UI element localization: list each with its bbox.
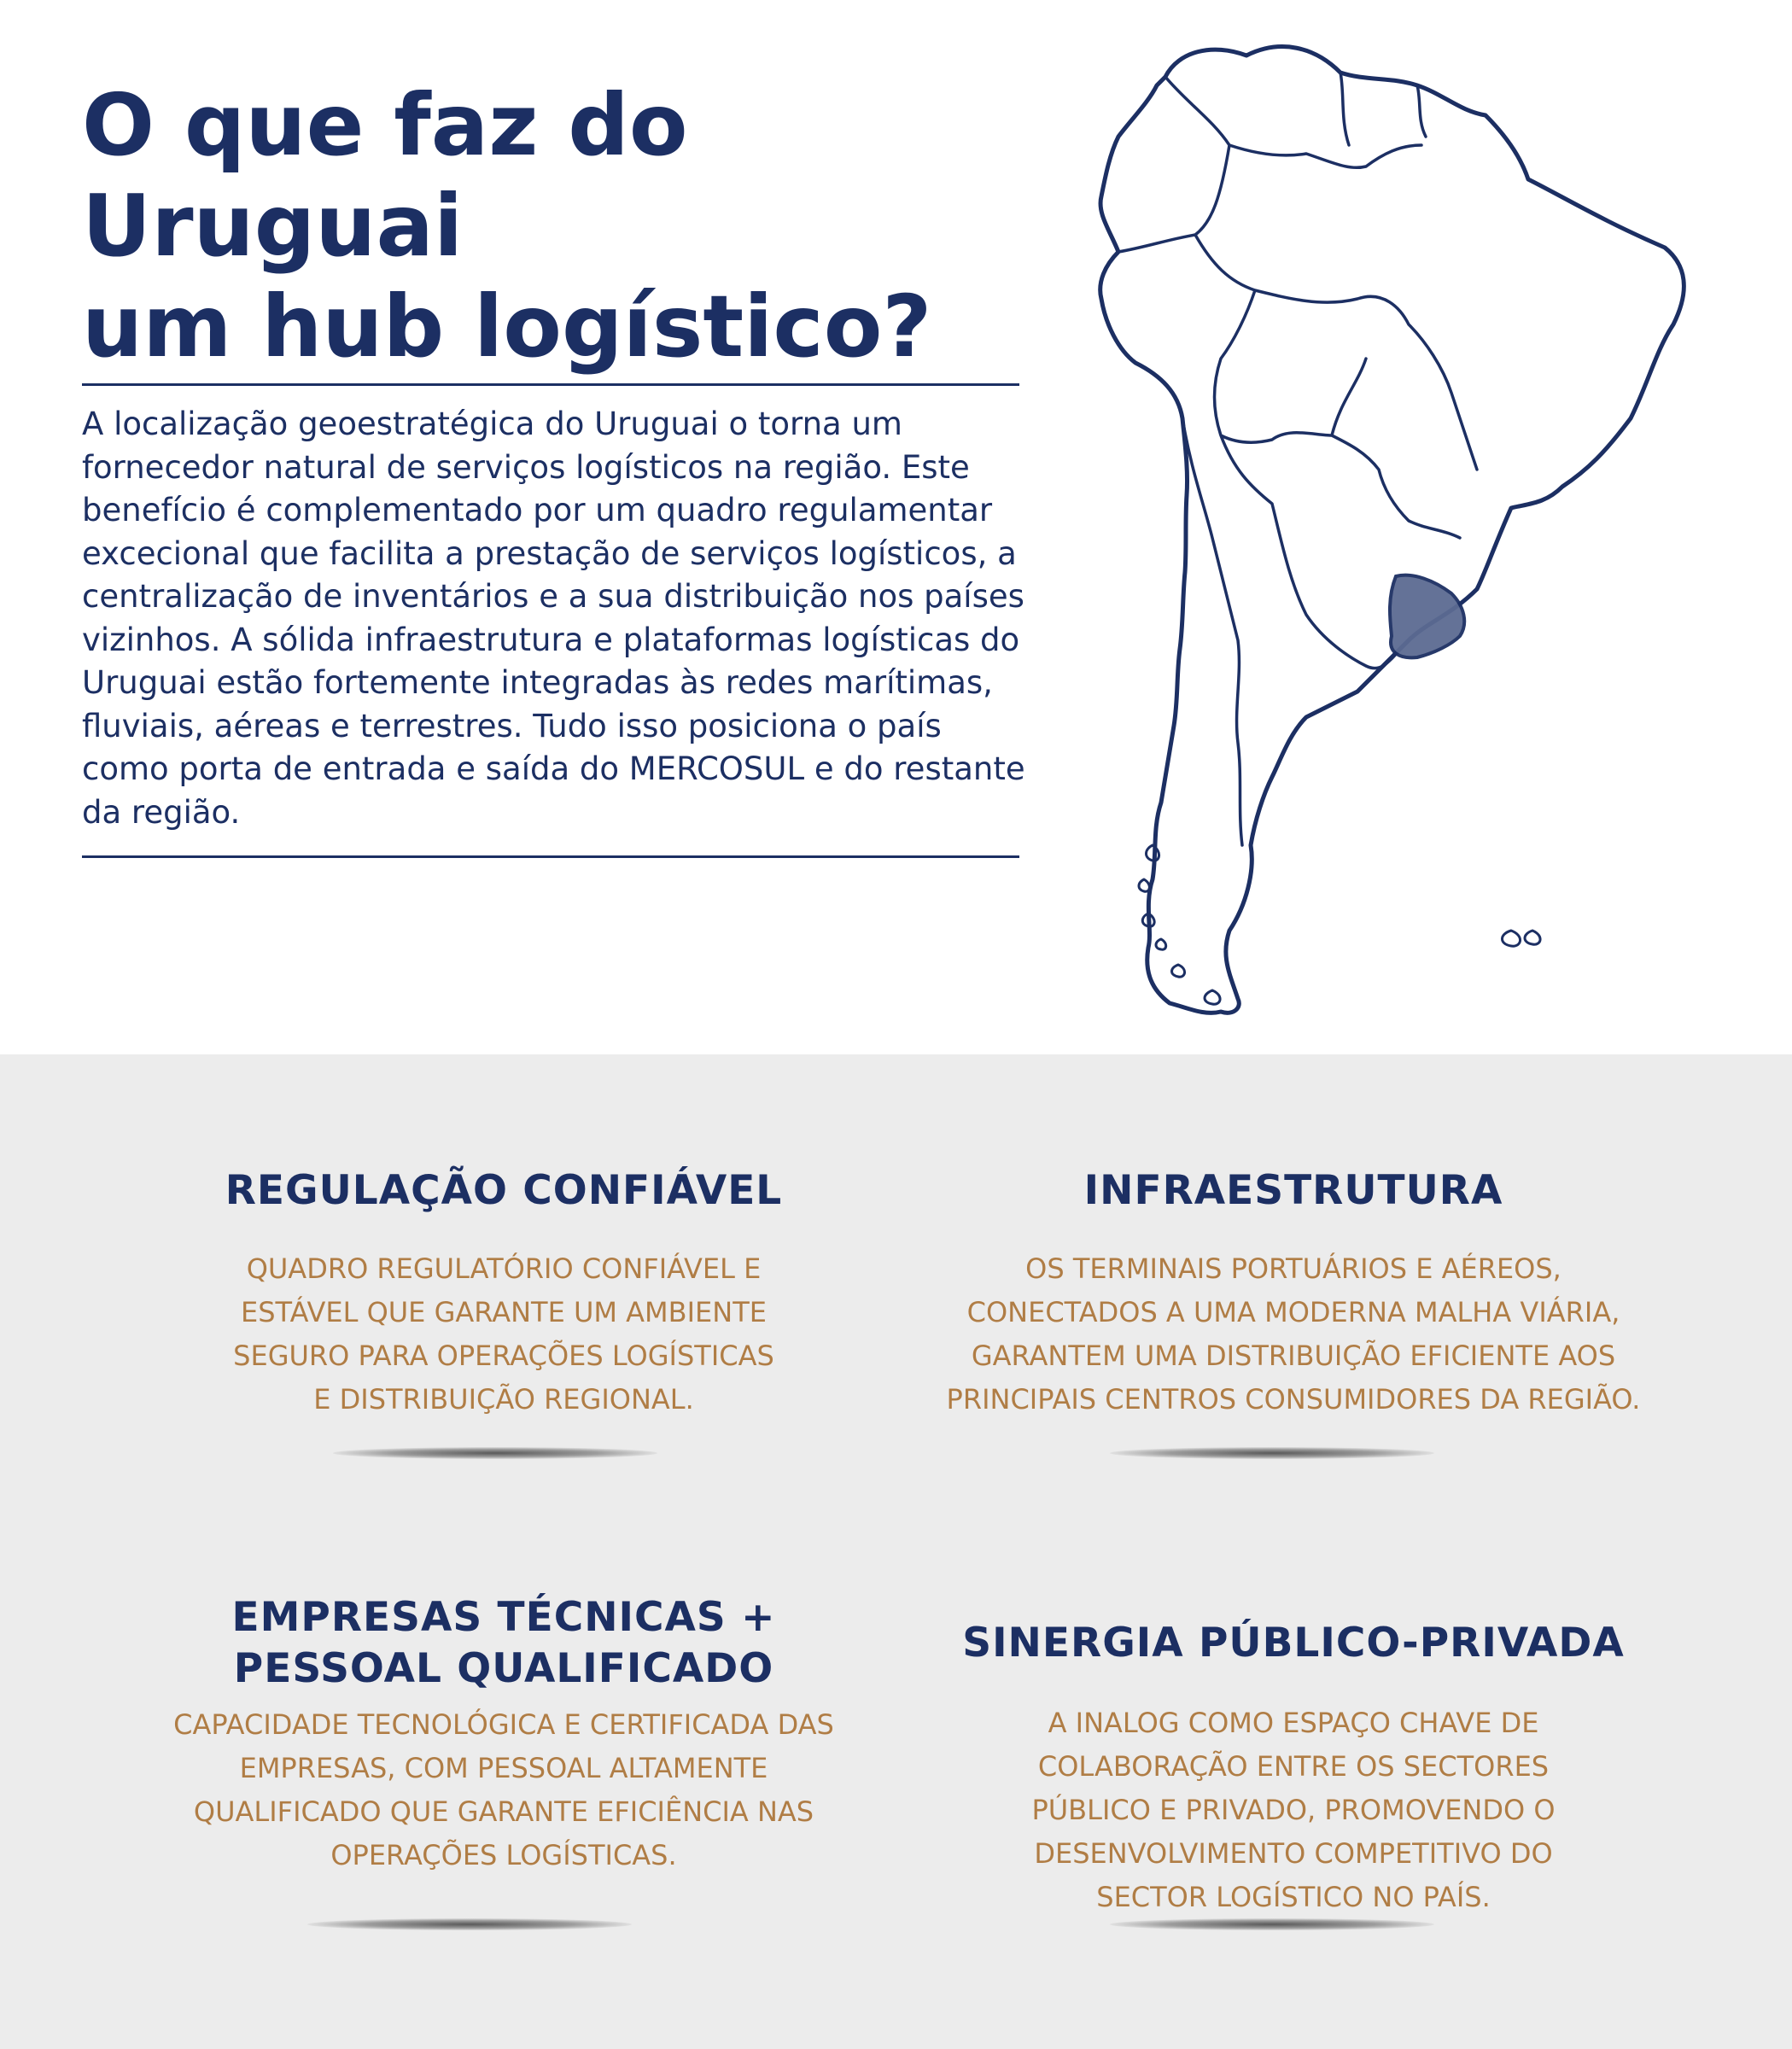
islands (1139, 845, 1540, 1004)
feature-title (128, 1592, 879, 1695)
feature-card-infrastructure (918, 1165, 1669, 1421)
south-america-map-icon (1084, 26, 1716, 1050)
title-line-2: um hub logístico? (82, 277, 932, 377)
feature-title-line-1: INFRAESTRUTURA (1083, 1167, 1503, 1214)
feature-title-line-1: REGULAÇÃO CONFIÁVEL (225, 1167, 783, 1214)
intro-paragraph: A localização geoestratégica do Uruguai o torna um fornecedor natural de serviços logísticos na região. Este benefício é complementado por um quadro regulamentar excecional que facilita a prestação de serviços logísticos, a centralização de inventários e a sua distribuição nos países vizinhos. A sólida infraestrutura e plataformas logísticas do Uruguai estão fortemente integradas às redes marítimas, fluviais, aéreas e terrestres. Tudo isso posiciona o país como porta de entrada e saída do MERCOSUL e do restante da região. (82, 406, 1025, 831)
feature-card-technical-companies (128, 1592, 879, 1877)
feature-title (128, 1165, 879, 1217)
divider-top (82, 383, 1019, 386)
divider-bottom (82, 855, 1019, 858)
feature-card-regulation (128, 1165, 879, 1421)
feature-description: A INALOG COMO ESPAÇO CHAVE DE COLABORAÇÃO ENTRE OS SECTORES PÚBLICO E PRIVADO, PROMOVENDO O DESENVOLVIMENTO COMPETITIVO DO SECTOR LOGÍSTICO NO PAÍS. (1031, 1707, 1556, 1913)
feature-description: CAPACIDADE TECNOLÓGICA E CERTIFICADA DAS EMPRESAS, COM PESSOAL ALTAMENTE QUALIFICADO QUE GARANTE EFICIÊNCIA NAS OPERAÇÕES LOGÍSTICAS. (173, 1708, 834, 1871)
feature-title (918, 1618, 1669, 1669)
features-section (0, 1054, 1792, 2049)
feature-shadow-divider (1110, 1447, 1434, 1459)
feature-title-line-2: PESSOAL QUALIFICADO (233, 1645, 774, 1692)
feature-title (918, 1165, 1669, 1217)
feature-description: QUADRO REGULATÓRIO CONFIÁVEL E ESTÁVEL QUE GARANTE UM AMBIENTE SEGURO PARA OPERAÇÕES LOGÍSTICAS E DISTRIBUIÇÃO REGIONAL. (233, 1252, 774, 1416)
feature-title-line-1: SINERGIA PÚBLICO-PRIVADA (962, 1620, 1625, 1667)
feature-description: OS TERMINAIS PORTUÁRIOS E AÉREOS, CONECTADOS A UMA MODERNA MALHA VIÁRIA, GARANTEM UMA DISTRIBUIÇÃO EFICIENTE AOS PRINCIPAIS CENTROS CONSUMIDORES DA REGIÃO. (946, 1252, 1641, 1416)
feature-title-line-1: EMPRESAS TÉCNICAS + (231, 1594, 776, 1641)
feature-card-public-private (918, 1618, 1669, 1919)
continent-outline (1100, 47, 1684, 1013)
feature-shadow-divider (307, 1918, 632, 1930)
feature-shadow-divider (1110, 1918, 1434, 1930)
feature-shadow-divider (333, 1447, 657, 1459)
page-title (82, 75, 1064, 377)
uruguay-highlight (1390, 575, 1464, 658)
title-line-1: O que faz do Uruguai (82, 75, 688, 276)
